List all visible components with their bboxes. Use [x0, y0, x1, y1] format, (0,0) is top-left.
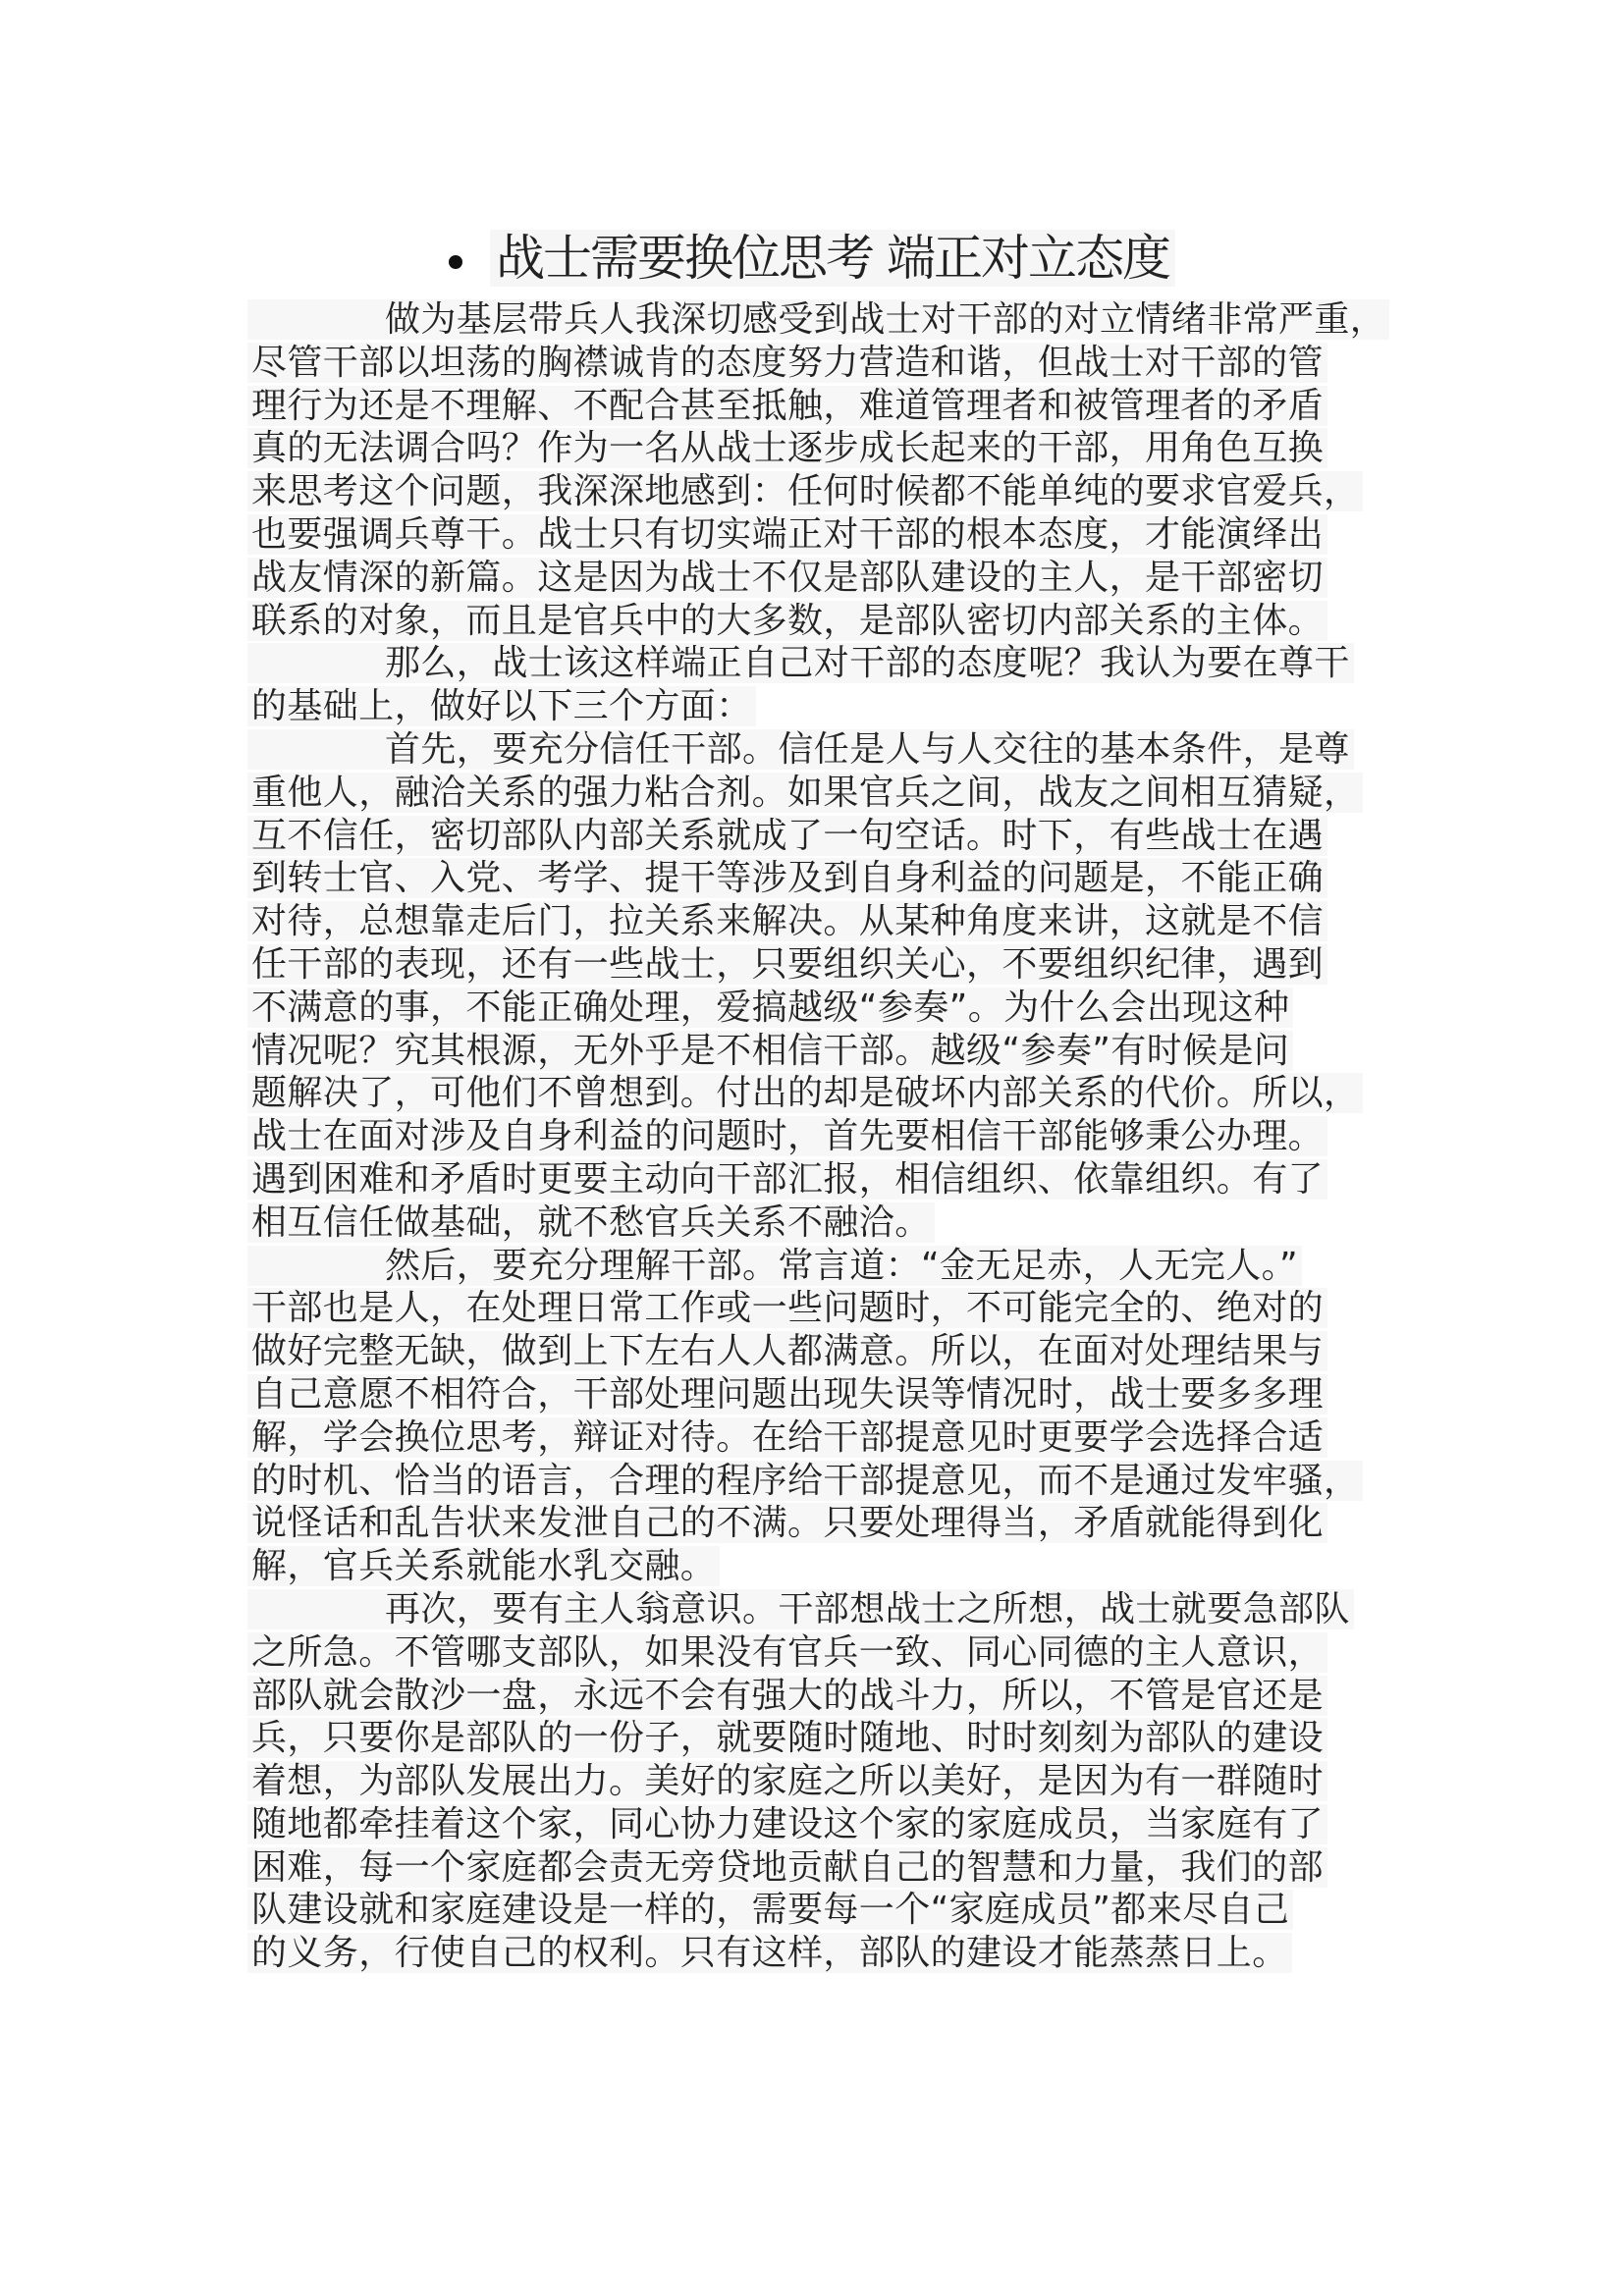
- line-text: 情况呢？究其根源，无外乎是不相信干部。越级“参奏”有时候是问: [247, 1031, 1293, 1071]
- paragraph-line: [247, 728, 1396, 772]
- paragraph-line: [247, 1330, 1396, 1373]
- paragraph: [247, 1245, 1396, 1588]
- line-text: 联系的对象，而且是官兵中的大多数，是部队密切内部关系的主体。: [247, 601, 1327, 641]
- paragraph-line: [247, 600, 1396, 643]
- line-text: 之所急。不管哪支部队，如果没有官兵一致、同心同德的主人意识，: [247, 1632, 1327, 1673]
- paragraph-line: [247, 1115, 1396, 1158]
- paragraph-line: [247, 987, 1396, 1030]
- paragraph-line: [247, 943, 1396, 987]
- paragraph-line: [247, 1631, 1396, 1675]
- paragraph-line: [247, 685, 1396, 728]
- line-text: 理行为还是不理解、不配合甚至抵触，难道管理者和被管理者的矛盾: [247, 386, 1327, 426]
- line-text: 到转士官、入党、考学、提干等涉及到自身利益的问题是，不能正确: [247, 858, 1327, 898]
- document-title: [0, 224, 1624, 293]
- line-text: 说怪话和乱告状来发泄自己的不满。只要处理得当，矛盾就能得到化: [247, 1503, 1327, 1543]
- line-text: 尽管干部以坦荡的胸襟诚肯的态度努力营造和谐，但战士对干部的管: [247, 343, 1327, 383]
- paragraph-line: [247, 470, 1396, 513]
- paragraph: [247, 642, 1396, 728]
- line-text: 战士在面对涉及自身利益的问题时，首先要相信干部能够秉公办理。: [247, 1116, 1327, 1156]
- paragraph-line: [247, 1373, 1396, 1416]
- line-text: 遇到困难和矛盾时更要主动向干部汇报，相信组织、依靠组织。有了: [247, 1159, 1327, 1200]
- paragraph-line: [247, 298, 1396, 342]
- line-text: 队建设就和家庭建设是一样的，需要每一个“家庭成员”都来尽自己: [247, 1890, 1293, 1930]
- paragraph-line: [247, 513, 1396, 557]
- paragraph-line: [247, 1030, 1396, 1073]
- paragraph-line: [247, 1545, 1396, 1588]
- paragraph-line: [247, 857, 1396, 900]
- line-text: 随地都牵挂着这个家，同心协力建设这个家的家庭成员，当家庭有了: [247, 1804, 1327, 1844]
- line-text: 做为基层带兵人我深切感受到战士对干部的对立情绪非常严重，: [247, 299, 1389, 340]
- line-text: 自己意愿不相符合，干部处理问题出现失误等情况时，战士要多多理: [247, 1374, 1327, 1415]
- line-text: 真的无法调合吗？作为一名从战士逐步成长起来的干部，用角色互换: [247, 428, 1327, 468]
- title-text: 战士需要换位思考 端正对立态度: [490, 230, 1175, 287]
- paragraph-line: [247, 1287, 1396, 1330]
- line-text: 重他人，融洽关系的强力粘合剂。如果官兵之间，战友之间相互猜疑，: [247, 773, 1363, 813]
- line-text: 解，学会换位思考，辩证对待。在给干部提意见时更要学会选择合适: [247, 1417, 1327, 1458]
- bullet-icon: [449, 255, 462, 269]
- paragraph-line: [247, 1803, 1396, 1846]
- line-text: 那么，战士该这样端正自己对干部的态度呢？我认为要在尊干: [247, 643, 1354, 683]
- document-body: [247, 298, 1396, 1975]
- paragraph-line: [247, 427, 1396, 470]
- paragraph-line: [247, 1932, 1396, 1975]
- line-text: 战友情深的新篇。这是因为战士不仅是部队建设的主人，是干部密切: [247, 558, 1327, 598]
- line-text: 困难，每一个家庭都会责无旁贷地贡献自己的智慧和力量，我们的部: [247, 1847, 1327, 1888]
- line-text: 然后，要充分理解干部。常言道：“金无足赤，人无完人。”: [247, 1246, 1302, 1286]
- line-text: 干部也是人，在处理日常工作或一些问题时，不可能完全的、绝对的: [247, 1288, 1327, 1328]
- paragraph-line: [247, 1502, 1396, 1545]
- paragraph-line: [247, 1889, 1396, 1932]
- paragraph-line: [247, 1588, 1396, 1631]
- paragraph-line: [247, 772, 1396, 815]
- line-text: 任干部的表现，还有一些战士，只要组织关心，不要组织纪律，遇到: [247, 944, 1327, 985]
- line-text: 的基础上，做好以下三个方面：: [247, 686, 756, 726]
- line-text: 对待，总想靠走后门，拉关系来解决。从某种角度来讲，这就是不信: [247, 901, 1327, 941]
- line-text: 也要强调兵尊干。战士只有切实端正对干部的根本态度，才能演绎出: [247, 514, 1327, 555]
- paragraph-line: [247, 1158, 1396, 1201]
- line-text: 兵，只要你是部队的一份子，就要随时随地、时时刻刻为部队的建设: [247, 1718, 1327, 1758]
- paragraph-line: [247, 1460, 1396, 1503]
- line-text: 解，官兵关系就能水乳交融。: [247, 1546, 720, 1586]
- line-text: 做好完整无缺，做到上下左右人人都满意。所以，在面对处理结果与: [247, 1331, 1327, 1371]
- line-text: 再次，要有主人翁意识。干部想战士之所想，战士就要急部队: [247, 1589, 1354, 1629]
- line-text: 互不信任，密切部队内部关系就成了一句空话。时下，有些战士在遇: [247, 816, 1327, 856]
- paragraph-line: [247, 342, 1396, 385]
- paragraph-line: [247, 900, 1396, 943]
- line-text: 部队就会散沙一盘，永远不会有强大的战斗力，所以，不管是官还是: [247, 1676, 1327, 1716]
- paragraph-line: [247, 557, 1396, 600]
- paragraph-line: [247, 1072, 1396, 1115]
- paragraph: [247, 1588, 1396, 1975]
- line-text: 来思考这个问题，我深深地感到：任何时候都不能单纯的要求官爱兵，: [247, 471, 1363, 511]
- line-text: 首先，要充分信任干部。信任是人与人交往的基本条件，是尊: [247, 729, 1354, 770]
- paragraph-line: [247, 1717, 1396, 1760]
- paragraph: [247, 298, 1396, 642]
- paragraph-line: [247, 1846, 1396, 1890]
- paragraph-line: [247, 1201, 1396, 1245]
- line-text: 题解决了，可他们不曾想到。付出的却是破坏内部关系的代价。所以，: [247, 1073, 1363, 1113]
- paragraph-line: [247, 385, 1396, 428]
- line-text: 的时机、恰当的语言，合理的程序给干部提意见，而不是通过发牢骚，: [247, 1461, 1363, 1501]
- line-text: 着想，为部队发展出力。美好的家庭之所以美好，是因为有一群随时: [247, 1761, 1327, 1801]
- paragraph: [247, 728, 1396, 1245]
- paragraph-line: [247, 1245, 1396, 1288]
- line-text: 的义务，行使自己的权利。只有这样，部队的建设才能蒸蒸日上。: [247, 1933, 1292, 1973]
- line-text: 不满意的事，不能正确处理，爱搞越级“参奏”。为什么会出现这种: [247, 988, 1293, 1028]
- paragraph-line: [247, 1760, 1396, 1803]
- paragraph-line: [247, 1675, 1396, 1718]
- paragraph-line: [247, 642, 1396, 685]
- paragraph-line: [247, 1416, 1396, 1460]
- line-text: 相互信任做基础，就不愁官兵关系不融洽。: [247, 1202, 935, 1243]
- paragraph-line: [247, 815, 1396, 858]
